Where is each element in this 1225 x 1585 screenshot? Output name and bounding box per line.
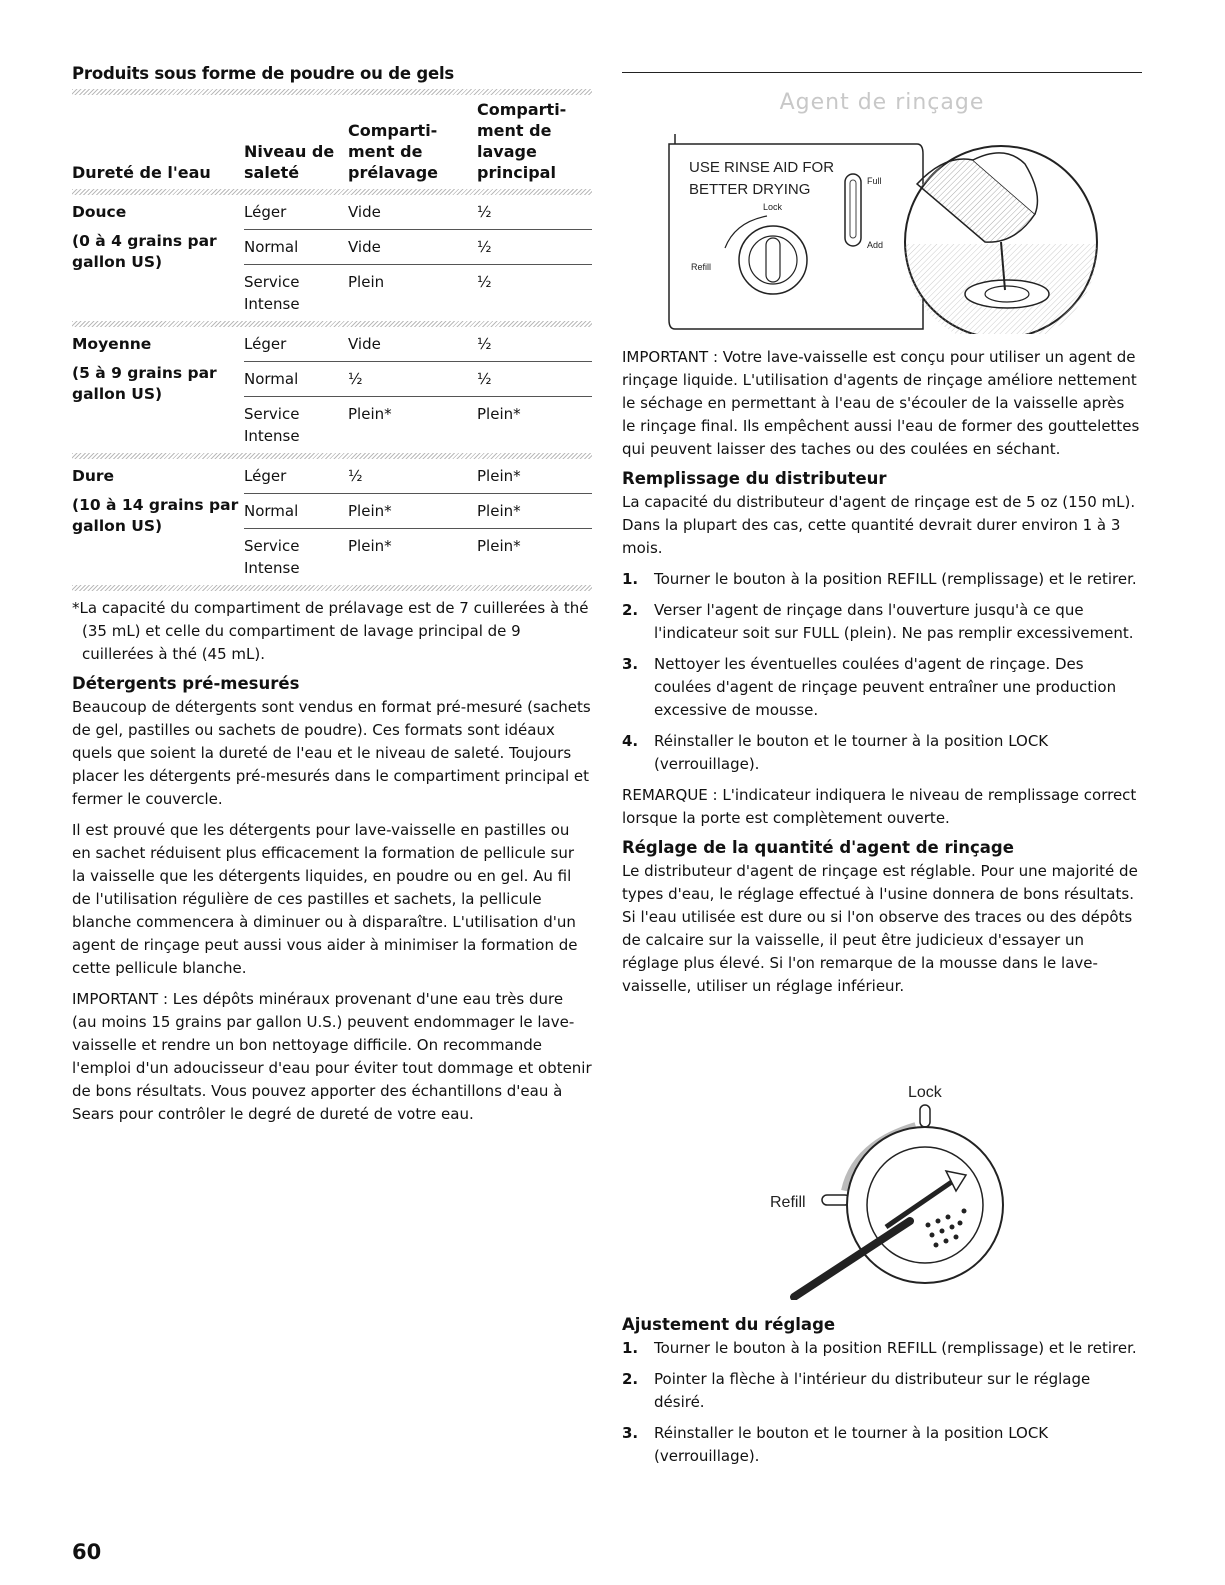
cell: Léger [244,335,287,353]
page-number: 60 [72,1540,102,1564]
heading-premeasured: Détergents pré-mesurés [72,674,300,693]
cell: Vide [348,230,477,265]
add-label: Add [867,240,884,250]
dispenser-text-line2: BETTER DRYING [689,181,811,198]
refill-label-large: Refill [770,1194,806,1211]
lock-label: Lock [763,202,783,212]
col-header-hardness: Dureté de l'eau [72,163,211,182]
heading-adjust-setting: Ajustement du réglage [622,1315,836,1334]
cell: Plein* [477,397,592,454]
cell: Service Intense [244,265,348,322]
cell: Plein* [477,467,521,485]
cell: ½ [477,265,592,322]
paragraph-tablets: Il est prouvé que les détergents pour lave-vaisselle en pastilles ou en sachet réduisent plus efficacement la formation de pellicule sur la vaisselle que les détergents liquides, en poudre ou en gel. Au fil de l'utilisation régulière de ces pastilles et sachets, la pellicule blanche commencera à diminuer ou à disparaître. L'utilisation d'un agent de rinçage peut aussi vous aider à minimiser la formation de cette pellicule blanche. [72,821,578,977]
cell: Léger [244,467,287,485]
top-rule [622,72,1142,73]
list-item: 4. Réinstaller le bouton et le tourner à la position LOCK (verrouillage). [622,732,1049,773]
cell: ½ [477,335,492,353]
fill-steps-list [622,568,1142,776]
paragraph-premeasured: Beaucoup de détergents sont vendus en format pré-mesuré (sachets de gel, pastilles ou sachets de poudre). Ces formats sont idéaux quels que soient la dureté de l'eau et le niveau de saleté. Toujours placer les détergents pré-mesurés dans le compartiment principal et fermer le couvercle. [72,698,591,808]
cell: Plein* [477,494,592,529]
cell: ½ [348,362,477,397]
list-item: 3. Réinstaller le bouton et le tourner à la position LOCK (verrouillage). [622,1424,1049,1465]
list-item: 3. Nettoyer les éventuelles coulées d'agent de rinçage. Des coulées d'agent de rinçage peuvent entraîner une production excessive de mousse. [622,655,1117,719]
dispenser-illustration [655,124,1115,334]
cell: Normal [244,494,348,529]
table-title: Produits sous forme de poudre ou de gels [72,64,455,83]
group-medium: Moyenne (5 à 9 grains par gallon US) [72,335,217,403]
paragraph-adjust: Le distributeur d'agent de rinçage est réglable. Pour une majorité de types d'eau, le réglage effectué à l'usine donnera de bons résultats. Si l'eau utilisée est dure ou si l'on observe des traces ou des dépôts de calcaire sur la vaisselle, il peut être judicieux d'essayer un réglage plus élevé. Si l'on remarque de la mousse dans le lave-vaisselle, utiliser un réglage inférieur. [622,862,1138,995]
right-column [622,346,1142,1006]
refill-label: Refill [691,262,712,272]
list-item: 1. Tourner le bouton à la position REFILL (remplissage) et le retirer. [622,1339,1137,1357]
cell: Plein* [348,529,477,586]
detergent-table [72,95,592,591]
heading-adjust-quantity: Réglage de la quantité d'agent de rinçage [622,838,1014,857]
cell: Plein* [348,397,477,454]
cell: ½ [477,230,592,265]
paragraph-capacity: La capacité du distributeur d'agent de rinçage est de 5 oz (150 mL). Dans la plupart des cas, cette quantité devrait durer environ 1 à 3 mois. [622,493,1136,557]
table-row [72,195,592,230]
cell: Plein* [477,529,592,586]
table-row [72,327,592,362]
left-column [72,64,592,1134]
table-bottom-shade [72,585,592,591]
col-header-soil: Niveau de saleté [244,142,335,182]
paragraph-remark: REMARQUE : L'indicateur indiquera le niveau de remplissage correct lorsque la porte est complètement ouverte. [622,786,1137,827]
list-item: 1. Tourner le bouton à la position REFILL (remplissage) et le retirer. [622,570,1137,588]
group-hard: Dure (10 à 14 grains par gallon US) [72,467,239,535]
full-label: Full [867,176,882,186]
paragraph-important-rinse: IMPORTANT : Votre lave-vaisselle est conçu pour utiliser un agent de rinçage liquide. L'utilisation d'agents de rinçage améliore nettement le séchage en permettant à l'eau de s'écouler de la vaisselle après le rinçage final. Ils empêchent aussi l'eau de former des gouttelettes qui peuvent laisser des taches ou des coulées en séchant. [622,348,1140,458]
col-header-mainwash: Comparti- ment de lavage principal [477,100,567,182]
adjust-section [622,1307,1142,1476]
section-banner: Agent de rinçage [779,90,985,115]
cell: Plein [348,265,477,322]
cell: Normal [244,362,348,397]
cell: Plein* [348,494,477,529]
table-footnote: *La capacité du compartiment de prélavage est de 7 cuillerées à thé (35 mL) et celle du compartiment de lavage principal de 9 cuillerées à thé (45 mL). [72,599,589,663]
group-soft: Douce (0 à 4 grains par gallon US) [72,203,217,271]
cell: Vide [348,335,381,353]
dispenser-text-line1: USE RINSE AID FOR [689,159,835,176]
lock-label-large: Lock [908,1084,942,1101]
table-row [72,459,592,494]
list-item: 2. Verser l'agent de rinçage dans l'ouverture jusqu'à ce que l'indicateur soit sur FULL (plein). Ne pas remplir excessivement. [622,601,1134,642]
cell: Normal [244,230,348,265]
heading-fill-dispenser: Remplissage du distributeur [622,469,887,488]
knob-adjust-illustration [760,1075,1020,1300]
list-item: 2. Pointer la flèche à l'intérieur du distributeur sur le réglage désiré. [622,1370,1091,1411]
cell: ½ [477,362,592,397]
cell: Léger [244,203,287,221]
cell: Service Intense [244,397,348,454]
paragraph-important-minerals: IMPORTANT : Les dépôts minéraux provenant d'une eau très dure (au moins 15 grains par gallon U.S.) peuvent endommager le lave-vaisselle et rendre un bon nettoyage difficile. On recommande l'emploi d'un adoucisseur d'eau pour éviter tout dommage et obtenir de bons résultats. Vous pouvez apporter des échantillons d'eau à Sears pour contrôler le degré de dureté de votre eau. [72,990,592,1123]
col-header-prewash: Comparti- ment de prélavage [348,121,439,182]
adjust-steps-list [622,1337,1142,1468]
cell: ½ [477,203,492,221]
cell: Vide [348,203,381,221]
cell: ½ [348,467,363,485]
cell: Service Intense [244,529,348,586]
